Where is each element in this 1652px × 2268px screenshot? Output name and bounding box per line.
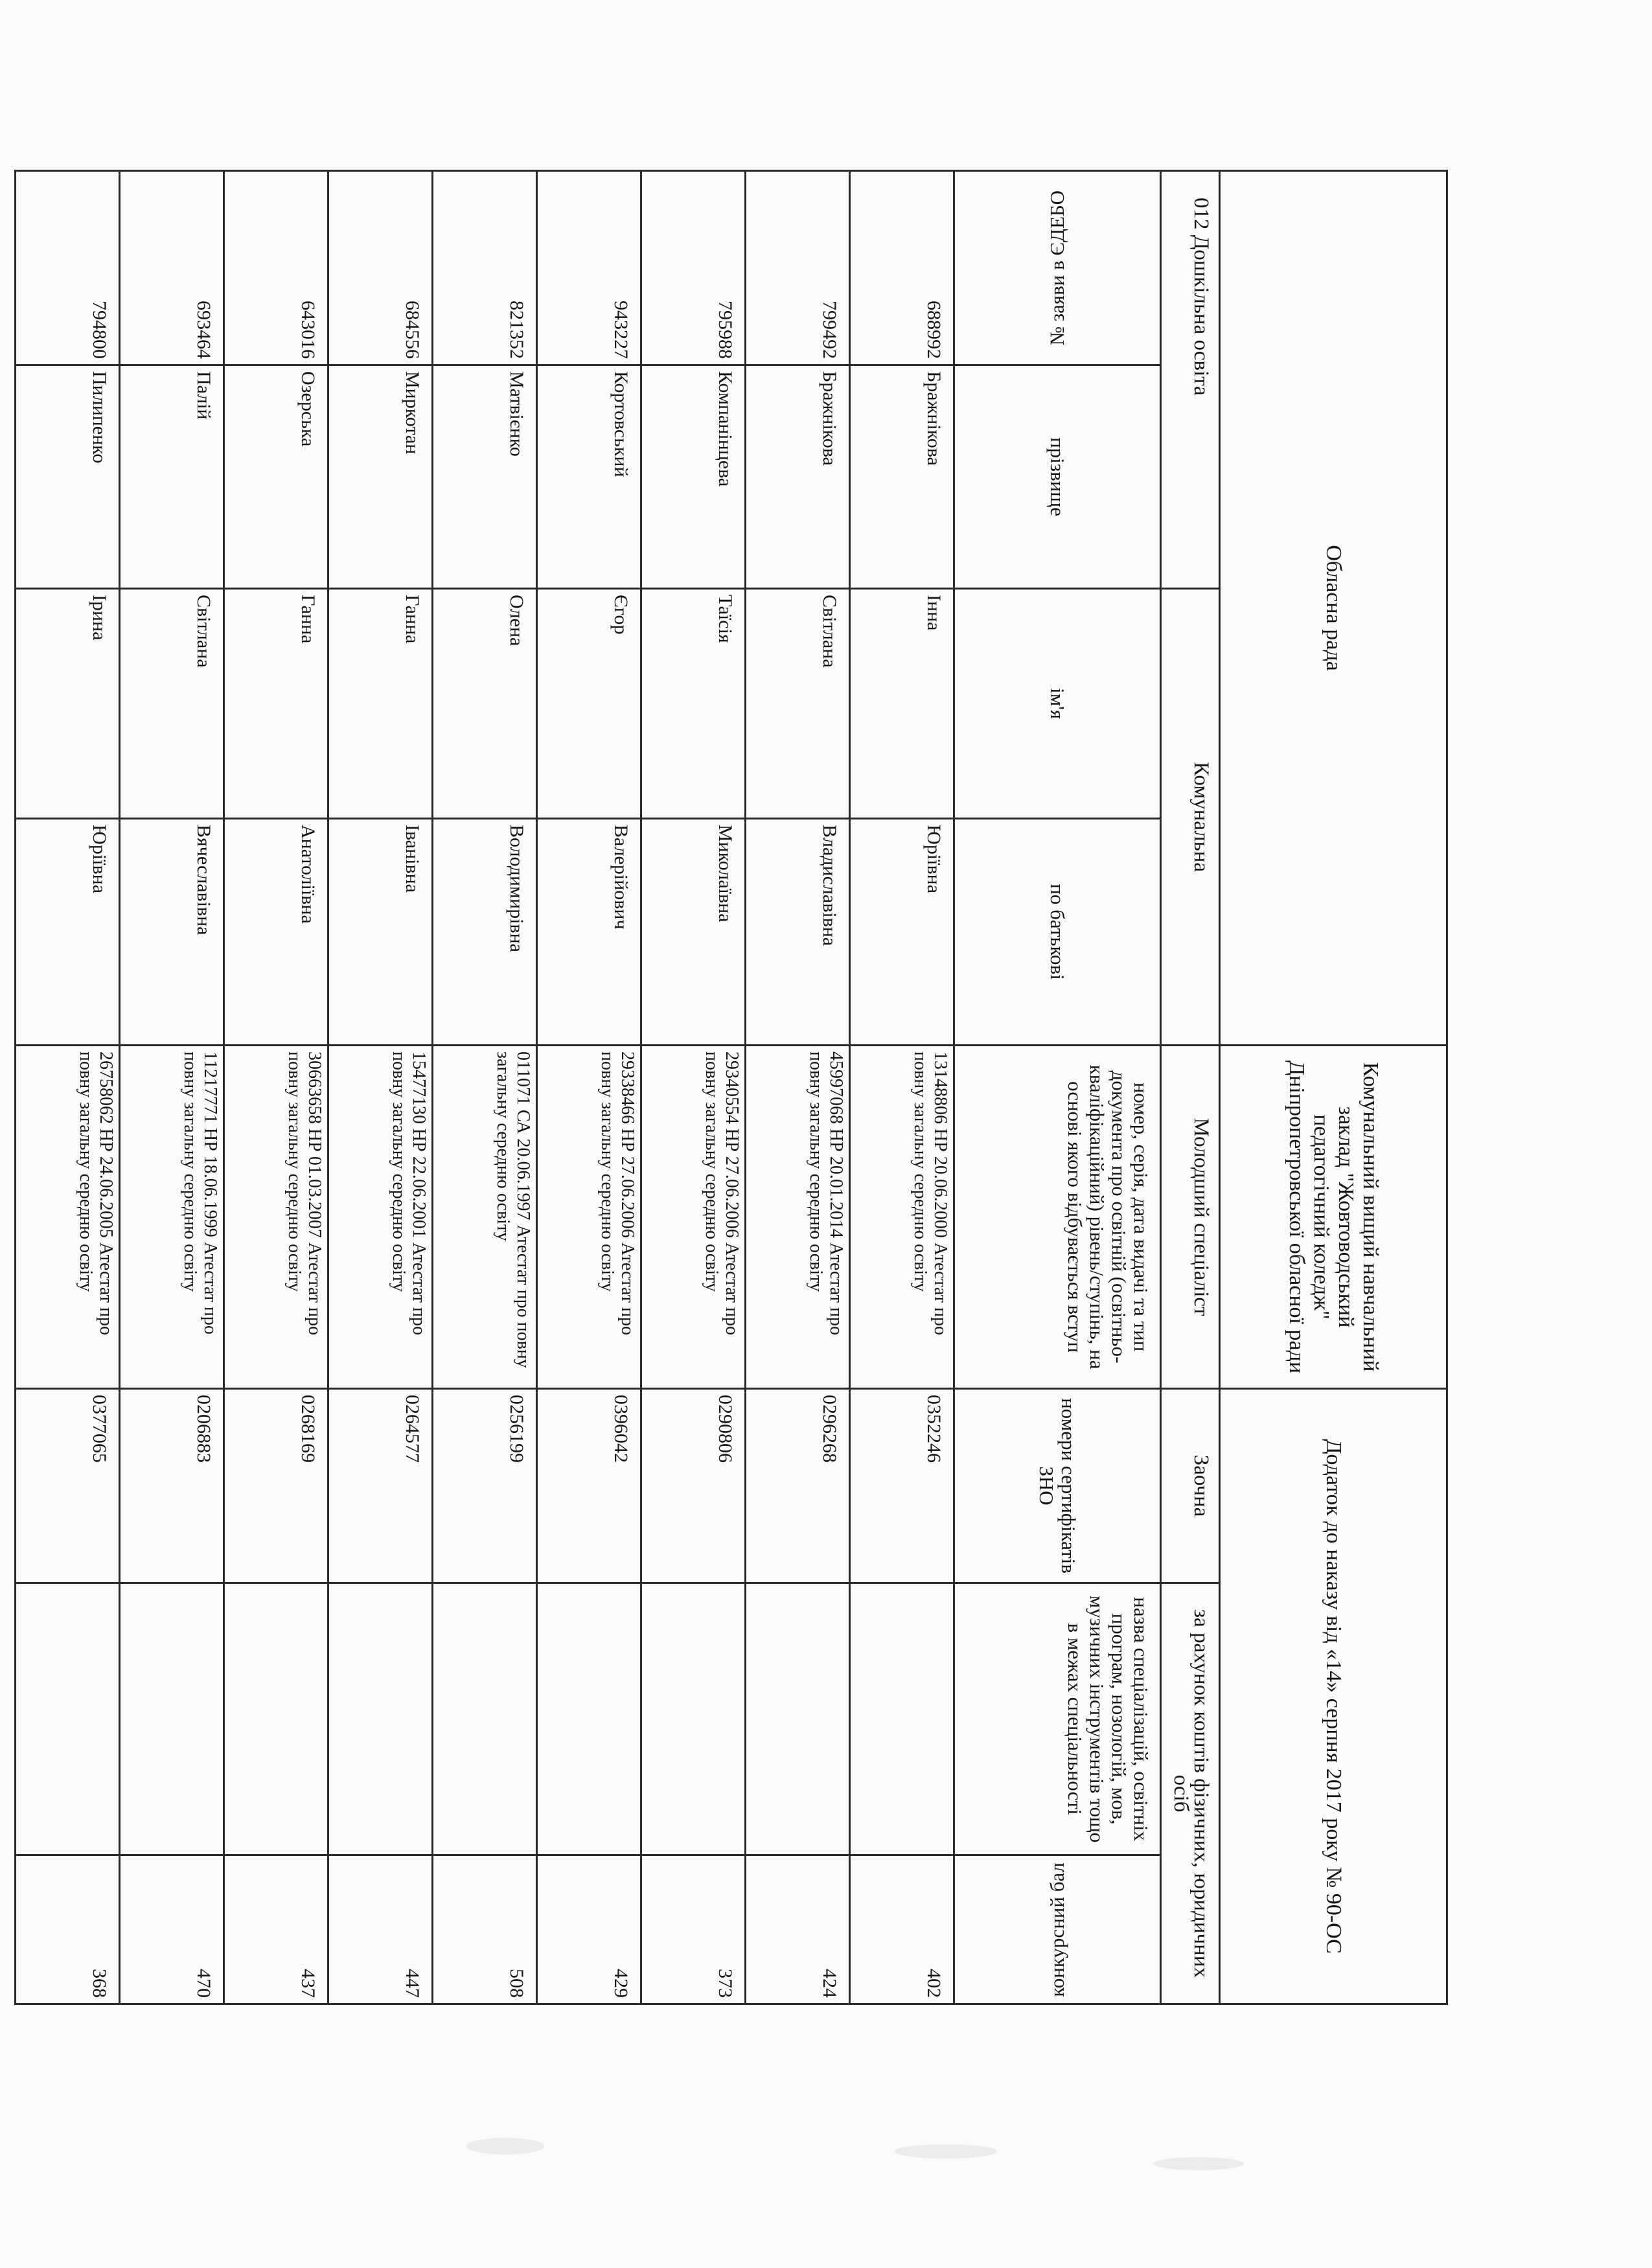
cell-patronymic: Вячеславівна [120, 819, 224, 1046]
cell-surname: Бражнікова [850, 365, 954, 589]
rotated-table-container [76, 170, 1448, 2003]
cell-name: Світлана [746, 589, 850, 819]
cell-programs [641, 1583, 746, 1855]
cell-document: 26758062 НР 24.06.2005 Атестат про повну загальну середню освіту [16, 1046, 120, 1389]
cell-zno: 0268169 [224, 1389, 328, 1583]
col-app-no: № заяви в ЄДЕБО [954, 171, 1161, 365]
cell-name: Інна [850, 589, 954, 819]
cell-document: 45997068 НР 20.01.2014 Атестат про повну загальну середню освіту [746, 1046, 850, 1389]
cell-patronymic: Юріївна [16, 819, 120, 1046]
cell-name: Ганна [224, 589, 328, 819]
cell-app-no: 943227 [537, 171, 641, 365]
cell-programs [120, 1583, 224, 1855]
table-row [433, 171, 537, 2004]
col-score: конкурсний бал [954, 1855, 1161, 2004]
admission-list-table [14, 170, 1448, 2005]
cell-patronymic: Володимирівна [433, 819, 537, 1046]
cell-programs [537, 1583, 641, 1855]
cell-zno: 0352246 [850, 1389, 954, 1583]
table-row [328, 171, 433, 2004]
table-row [16, 171, 120, 2004]
cell-zno: 0290806 [641, 1389, 746, 1583]
order-title: Додаток до наказу від «14» серпня 2017 року № 90-ОС [1220, 1389, 1447, 2004]
cell-surname: Бражнікова [746, 365, 850, 589]
cell-surname: Кортовський [537, 365, 641, 589]
institution-header: Комунальний вищий навчальний заклад "Жовтоводський педагогічний коледж" Дніпропетровської обласної ради [1220, 1046, 1447, 1389]
scan-smudge [1153, 2157, 1244, 2170]
cell-document: 13148806 НР 20.06.2000 Атестат про повну загальну середню освіту [850, 1046, 954, 1389]
cell-patronymic: Іванівна [328, 819, 433, 1046]
form-header: Заочна [1161, 1389, 1220, 1583]
cell-app-no: 799492 [746, 171, 850, 365]
cell-score: 373 [641, 1855, 746, 2004]
region-header: Обласна рада [1220, 171, 1447, 1046]
cell-name: Світлана [120, 589, 224, 819]
cell-score: 424 [746, 1855, 850, 2004]
cell-app-no: 794800 [16, 171, 120, 365]
table-row [224, 171, 328, 2004]
cell-surname: Пилипенко [16, 365, 120, 589]
cell-zno: 0206883 [120, 1389, 224, 1583]
table-row [537, 171, 641, 2004]
specialty-header: 012 Дошкільна освіта [1161, 171, 1220, 589]
cell-surname: Палій [120, 365, 224, 589]
cell-app-no: 643016 [224, 171, 328, 365]
cell-document: 15477130 НР 22.06.2001 Атестат про повну загальну середню освіту [328, 1046, 433, 1389]
ownership-header: Комунальна [1161, 589, 1220, 1046]
cell-app-no: 684556 [328, 171, 433, 365]
table-body [16, 171, 954, 2004]
cell-surname: Миркотан [328, 365, 433, 589]
cell-name: Єгор [537, 589, 641, 819]
cell-zno: 0377065 [16, 1389, 120, 1583]
cell-patronymic: Валерійович [537, 819, 641, 1046]
scan-smudge [894, 2144, 998, 2159]
cell-score: 470 [120, 1855, 224, 2004]
cell-programs [16, 1583, 120, 1855]
cell-programs [224, 1583, 328, 1855]
cell-document: 29340554 НР 27.06.2006 Атестат про повну загальну середню освіту [641, 1046, 746, 1389]
cell-score: 447 [328, 1855, 433, 2004]
cell-patronymic: Владиславівна [746, 819, 850, 1046]
cell-document: 011071 СА 20.06.1997 Атестат про повну загальну середню освіту [433, 1046, 537, 1389]
cell-zno: 0396042 [537, 1389, 641, 1583]
cell-patronymic: Юріївна [850, 819, 954, 1046]
col-surname: прізвище [954, 365, 1161, 589]
cell-patronymic: Анатоліївна [224, 819, 328, 1046]
col-programs: назва спеціалізацій, освітніх програм, нозологій, мов, музичних інструментів тощо в межах спеціальності [954, 1583, 1161, 1855]
col-name: ім'я [954, 589, 1161, 819]
cell-app-no: 821352 [433, 171, 537, 365]
cell-document: 11217771 НР 18.06.1999 Атестат про повну загальну середню освіту [120, 1046, 224, 1389]
cell-zno: 0296268 [746, 1389, 850, 1583]
cell-name: Олена [433, 589, 537, 819]
cell-app-no: 795988 [641, 171, 746, 365]
cell-zno: 0264577 [328, 1389, 433, 1583]
table-row [120, 171, 224, 2004]
cell-programs [433, 1583, 537, 1855]
cell-zno: 0256199 [433, 1389, 537, 1583]
cell-score: 508 [433, 1855, 537, 2004]
table-row [850, 171, 954, 2004]
cell-score: 402 [850, 1855, 954, 2004]
cell-score: 437 [224, 1855, 328, 2004]
cell-surname: Озерська [224, 365, 328, 589]
cell-programs [328, 1583, 433, 1855]
cell-surname: Матвієнко [433, 365, 537, 589]
table-row [641, 171, 746, 2004]
cell-name: Ганна [328, 589, 433, 819]
cell-document: 30663658 НР 01.03.2007 Атестат про повну загальну середню освіту [224, 1046, 328, 1389]
cell-patronymic: Миколаївна [641, 819, 746, 1046]
cell-document: 29338466 НР 27.06.2006 Атестат про повну загальну середню освіту [537, 1046, 641, 1389]
col-document: номер, серія, дата видачі та тип документа про освітній (освітньо-кваліфікаційний) рівень/ступінь, на основі якого відбувається вступ [954, 1046, 1161, 1389]
cell-score: 368 [16, 1855, 120, 2004]
col-zno: номери сертифікатів ЗНО [954, 1389, 1161, 1583]
cell-programs [746, 1583, 850, 1855]
table-row [746, 171, 850, 2004]
cell-app-no: 688992 [850, 171, 954, 365]
cell-score: 429 [537, 1855, 641, 2004]
cell-name: Таїсія [641, 589, 746, 819]
cell-app-no: 693464 [120, 171, 224, 365]
cell-name: Ірина [16, 589, 120, 819]
col-patronymic: по батькові [954, 819, 1161, 1046]
cell-programs [850, 1583, 954, 1855]
scan-smudge [466, 2138, 544, 2155]
level-header: Молодший спеціаліст [1161, 1046, 1220, 1389]
cell-surname: Компанінцева [641, 365, 746, 589]
funding-header: за рахунок коштів фізичних, юридичних осіб [1161, 1583, 1220, 2004]
